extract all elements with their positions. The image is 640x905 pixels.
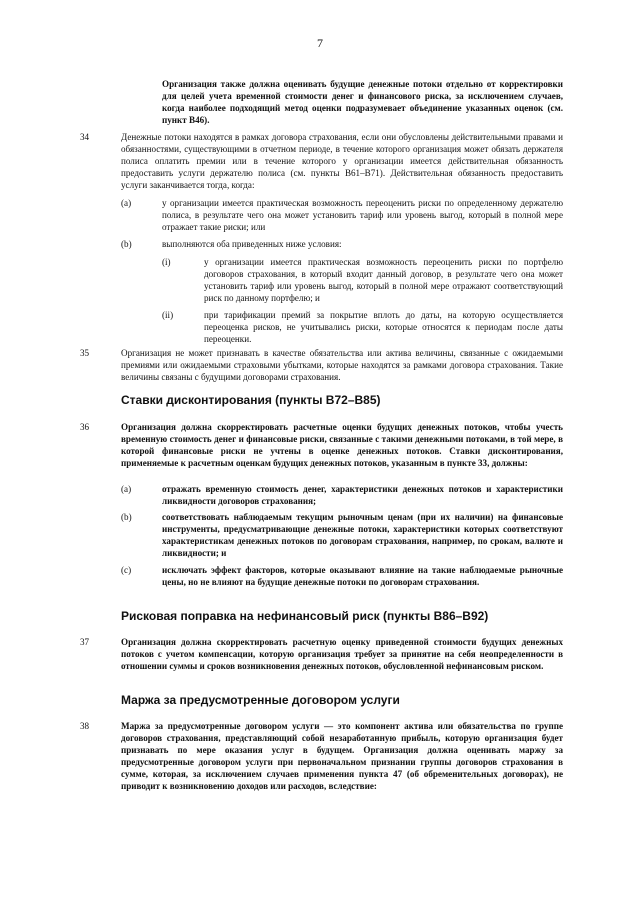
- item-36c-label: (c): [121, 565, 132, 575]
- paragraph-36-item-a: [162, 483, 563, 507]
- paragraph-number-38: 38: [80, 721, 90, 731]
- paragraph-number-34: 34: [80, 132, 90, 142]
- intro-text: Организация также должна оценивать будущие денежные потоки отдельно от корректировки для целей учета временной стоимости денег и финансового риска, за исключением случаев, когда наиболее подходящий метод оценки подразумевает объединение указанных оценок (см. пункт B46).: [162, 79, 563, 126]
- paragraph-35-text: Организация не может признавать в качестве обязательства или актива величины, связанные с ожидаемыми премиями или ожидаемыми страховыми убытками, которые находятся за рамками договора страхования. Такие величины связаны с будущими договорами страхования.: [121, 348, 563, 383]
- paragraph-34-item-b: [162, 238, 563, 250]
- paragraph-36: [121, 421, 563, 469]
- subitem-i-text: у организации имеется практическая возможность переоценить риски по портфелю договоров страхования, в который входит данный договор, в результате чего она может установить тариф или уровень выгод, который в полной мере отражают соответствующий риск по данному портфелю; и: [204, 257, 563, 304]
- item-a-label: (a): [121, 198, 132, 208]
- paragraph-number-35: 35: [80, 348, 90, 358]
- paragraph-36-text: Организация должна скорректировать расчетные оценки будущих денежных потоков, чтобы учесть временную стоимость денег и финансовые риски, связанные с такими денежными потоками, в той мере, в которой финансовые риски не учтены в оценке денежных потоков. Ставки дисконтирования, применяемые к расчетным оценкам будущих денежных потоков, указанным в пункте 33, должны:: [121, 422, 563, 469]
- paragraph-34-subitem-i: [204, 256, 563, 304]
- paragraph-36-item-c: [162, 564, 563, 588]
- heading-discount-rates: Ставки дисконтирования (пункты B72–B85): [121, 393, 381, 407]
- paragraph-number-37: 37: [80, 637, 90, 647]
- item-b-label: (b): [121, 239, 132, 249]
- page-number: 7: [317, 36, 323, 50]
- heading-service-margin: Маржа за предусмотренные договором услуги: [121, 693, 400, 707]
- subitem-ii-text: при тарификации премий за покрытие вплоть до даты, на которую осуществляется переоценка рисков, не учитывались риски, которые относятся к периодам после даты переоценки.: [204, 310, 563, 345]
- item-b-text: выполняются оба приведенных ниже условия:: [162, 239, 342, 249]
- paragraph-34: [121, 131, 563, 191]
- paragraph-37: [121, 636, 563, 672]
- item-36b-text: соответствовать наблюдаемым текущим рыночным ценам (при их наличии) на финансовые инструменты, предусматривающие денежные потоки, характеристики которых соответствуют характеристикам денежных потоков по договорам страхования, например, по срокам, валюте и ликвидности; и: [162, 512, 563, 559]
- paragraph-number-36: 36: [80, 422, 90, 432]
- paragraph-35: [121, 347, 563, 383]
- paragraph-38: [121, 720, 563, 793]
- paragraph-37-text: Организация должна скорректировать расчетную оценку приведенной стоимости будущих денежных потоков с учетом компенсации, которую организация требует за принятие на себя неопределенности в отношении суммы и сроков возникновения денежных потоков, обусловленной нефинансовым риском.: [121, 637, 563, 672]
- item-36c-text: исключать эффект факторов, которые оказывают влияние на такие наблюдаемые рыночные цены, но не влияют на будущие денежные потоки по договорам страхования.: [162, 565, 563, 588]
- item-36a-label: (a): [121, 484, 132, 494]
- paragraph-34-item-a: [162, 197, 563, 233]
- heading-risk-adjustment: Рисковая поправка на нефинансовый риск (пункты B86–B92): [121, 609, 489, 623]
- item-a-text: у организации имеется практическая возможность переоценить риски по определенному держателю полиса, в результате чего она может установить тариф или уровень выгод, который в полной мере отражает такие риски; или: [162, 198, 563, 233]
- paragraph-38-text: Маржа за предусмотренные договором услуги — это компонент актива или обязательства по группе договоров страхования, представляющий собой незаработанную прибыль, которую организация будет признавать по мере оказания услуг в будущем. Организация должна оценивать маржу за предусмотренные договором услуги при первоначальном признании группы договоров страхования в сумме, которая, за исключением случаев применения пункта 47 (об обременительных договорах), не приводит к возникновению доходов или расходов, вследствие:: [121, 721, 563, 792]
- item-36b-label: (b): [121, 512, 132, 522]
- paragraph-36-item-b: [162, 511, 563, 559]
- subitem-i-label: (i): [162, 257, 171, 267]
- paragraph-34-subitem-ii: [204, 309, 563, 345]
- subitem-ii-label: (ii): [162, 310, 174, 320]
- intro-paragraph: [162, 78, 563, 126]
- item-36a-text: отражать временную стоимость денег, характеристики денежных потоков и характеристики ликвидности договоров страхования;: [162, 484, 563, 507]
- paragraph-34-text: Денежные потоки находятся в рамках договора страхования, если они обусловлены действительными правами и обязанностями, существующими в отчетном периоде, в течение которого организация может обязать держателя полиса оплатить премии или в течение которого у организации имеется действительная обязанность предоставить услуги держателю полиса (см. пункты B61–B71). Действительная обязанность предоставить услуги заканчивается тогда, когда:: [121, 132, 563, 191]
